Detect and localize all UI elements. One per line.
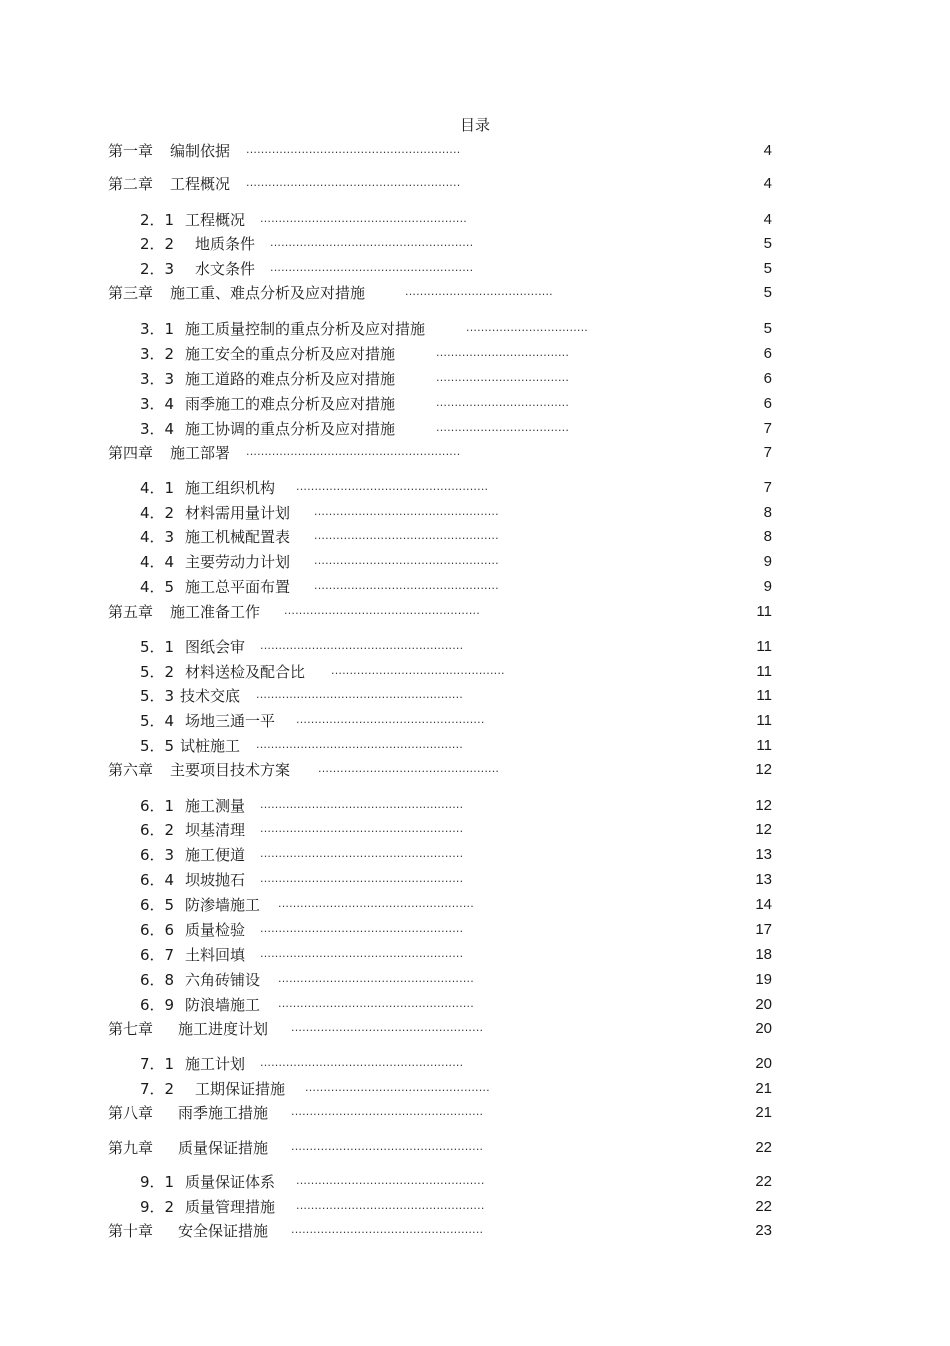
toc-entry-page: 6 xyxy=(763,370,772,387)
toc-entry xyxy=(0,944,950,966)
toc-entry-number: 第七章 xyxy=(108,1020,154,1038)
dot-leader: .................................................... xyxy=(296,480,489,493)
toc-entry-page: 6 xyxy=(763,395,772,412)
toc-entry-page: 7 xyxy=(763,444,772,461)
toc-entry-title: 雨季施工措施 xyxy=(178,1104,269,1122)
toc-entry-page: 17 xyxy=(755,921,772,938)
toc-entry-page: 20 xyxy=(755,996,772,1013)
dot-leader: ................................................... xyxy=(296,713,485,726)
toc-entry-page: 19 xyxy=(755,971,772,988)
toc-entry xyxy=(0,636,950,658)
toc-entry-title: 施工重、难点分析及应对措施 xyxy=(170,284,366,302)
toc-entry-title: 施工计划 xyxy=(185,1055,246,1073)
toc-entry-number: 7．1 xyxy=(140,1055,175,1073)
toc-entry-page: 22 xyxy=(755,1139,772,1156)
toc-entry-page: 5 xyxy=(763,235,772,252)
toc-entry-title: 编制依据 xyxy=(170,142,231,160)
dot-leader: .................................................... xyxy=(291,1140,484,1153)
dot-leader: .......................................................... xyxy=(246,143,461,156)
toc-entry-number: 7．2 xyxy=(140,1080,175,1098)
dot-leader: .................................................. xyxy=(314,505,499,518)
toc-entry-number: 第三章 xyxy=(108,284,154,302)
toc-entry-number: 6．6 xyxy=(140,921,175,939)
toc-entry xyxy=(0,710,950,732)
dot-leader: ....................................................... xyxy=(260,872,464,885)
toc-entry-number: 5．4 xyxy=(140,712,175,730)
dot-leader: .................................... xyxy=(436,396,570,409)
dot-leader: .................................................... xyxy=(291,1223,484,1236)
toc-entry xyxy=(0,685,950,707)
toc-entry-number: 第二章 xyxy=(108,175,154,193)
toc-entry xyxy=(0,258,950,280)
toc-entry-number: 第四章 xyxy=(108,444,154,462)
toc-entry xyxy=(0,869,950,891)
toc-entry xyxy=(0,894,950,916)
toc-entry-title: 工程概况 xyxy=(185,211,246,229)
toc-entry-number: 4．5 xyxy=(140,578,175,596)
toc-entry-number: 6．7 xyxy=(140,946,175,964)
toc-entry xyxy=(0,1053,950,1075)
toc-entry-title: 施工进度计划 xyxy=(178,1020,269,1038)
toc-entry-page: 11 xyxy=(756,712,772,729)
toc-entry-title: 防渗墙施工 xyxy=(185,896,261,914)
toc-entry-number: 4．1 xyxy=(140,479,175,497)
toc-entry-title: 施工总平面布置 xyxy=(185,578,291,596)
dot-leader: ....................................................... xyxy=(260,1056,464,1069)
toc-entry-title: 施工便道 xyxy=(185,846,246,864)
dot-leader: ............................................... xyxy=(331,664,505,677)
toc-entry-title: 施工机械配置表 xyxy=(185,528,291,546)
toc-entry-number: 5．3 xyxy=(140,687,175,705)
toc-title: 目录 xyxy=(459,116,490,134)
toc-entry-page: 4 xyxy=(763,142,772,159)
dot-leader: .................................... xyxy=(436,346,570,359)
dot-leader: ..................................................... xyxy=(278,972,474,985)
toc-entry-page: 8 xyxy=(763,528,772,545)
toc-entry xyxy=(0,1220,950,1242)
dot-leader: ..................................................... xyxy=(284,604,480,617)
toc-entry-title: 施工部署 xyxy=(170,444,231,462)
toc-entry xyxy=(0,368,950,390)
dot-leader: ....................................................... xyxy=(260,798,464,811)
toc-entry-title: 主要项目技术方案 xyxy=(170,761,291,779)
dot-leader: ........................................................ xyxy=(260,212,468,225)
dot-leader: .................................................. xyxy=(305,1081,490,1094)
dot-leader: .................................................. xyxy=(314,554,499,567)
toc-entry-number: 4．2 xyxy=(140,504,175,522)
toc-entry-title: 施工安全的重点分析及应对措施 xyxy=(185,345,396,363)
toc-entry-title: 水文条件 xyxy=(195,260,256,278)
dot-leader: ....................................................... xyxy=(260,639,464,652)
toc-entry-page: 12 xyxy=(755,761,772,778)
toc-entry-title: 六角砖铺设 xyxy=(185,971,261,989)
toc-entry-number: 5．5 xyxy=(140,737,175,755)
toc-entry xyxy=(0,551,950,573)
toc-entry-title: 工程概况 xyxy=(170,175,231,193)
dot-leader: ........................................................ xyxy=(256,738,464,751)
toc-entry xyxy=(0,1196,950,1218)
toc-entry-title: 材料送检及配合比 xyxy=(185,663,306,681)
dot-leader: ................................................. xyxy=(318,762,500,775)
toc-entry-page: 18 xyxy=(755,946,772,963)
toc-entry xyxy=(0,1137,950,1159)
toc-entry-title: 坝坡抛石 xyxy=(185,871,246,889)
toc-entry-page: 11 xyxy=(756,737,772,754)
toc-entry xyxy=(0,795,950,817)
dot-leader: ........................................................ xyxy=(256,688,464,701)
toc-entry-title: 施工质量控制的重点分析及应对措施 xyxy=(185,320,426,338)
dot-leader: ....................................................... xyxy=(270,236,474,249)
toc-entry-title: 技术交底 xyxy=(180,687,241,705)
toc-entry-title: 主要劳动力计划 xyxy=(185,553,291,571)
toc-entry-number: 3．2 xyxy=(140,345,175,363)
toc-entry-title: 施工协调的重点分析及应对措施 xyxy=(185,420,396,438)
toc-entry xyxy=(0,994,950,1016)
toc-entry-number: 第十章 xyxy=(108,1222,154,1240)
toc-entry-number: 6．8 xyxy=(140,971,175,989)
toc-entry xyxy=(0,759,950,781)
toc-entry-number: 9．1 xyxy=(140,1173,175,1191)
toc-entry-title: 地质条件 xyxy=(195,235,256,253)
toc-entry-page: 5 xyxy=(763,260,772,277)
toc-entry-number: 6．1 xyxy=(140,797,175,815)
toc-entry-page: 23 xyxy=(755,1222,772,1239)
toc-entry-title: 施工道路的难点分析及应对措施 xyxy=(185,370,396,388)
toc-entry-page: 9 xyxy=(763,578,772,595)
toc-entry xyxy=(0,393,950,415)
toc-entry xyxy=(0,418,950,440)
toc-entry-page: 21 xyxy=(755,1080,772,1097)
toc-entry-title: 质量保证措施 xyxy=(178,1139,269,1157)
toc-entry-number: 第九章 xyxy=(108,1139,154,1157)
toc-entry-page: 9 xyxy=(763,553,772,570)
toc-entry-number: 9．2 xyxy=(140,1198,175,1216)
toc-entry-title: 图纸会审 xyxy=(185,638,246,656)
toc-entry-title: 安全保证措施 xyxy=(178,1222,269,1240)
toc-entry-page: 4 xyxy=(763,175,772,192)
toc-entry xyxy=(0,477,950,499)
toc-entry xyxy=(0,526,950,548)
toc-entry xyxy=(0,1078,950,1100)
toc-entry xyxy=(0,1102,950,1124)
toc-entry-number: 2．2 xyxy=(140,235,175,253)
toc-entry-page: 13 xyxy=(755,871,772,888)
toc-entry-number: 2．1 xyxy=(140,211,175,229)
toc-entry-title: 土料回填 xyxy=(185,946,246,964)
dot-leader: .......................................................... xyxy=(246,176,461,189)
toc-entry xyxy=(0,661,950,683)
toc-entry-number: 第一章 xyxy=(108,142,154,160)
toc-entry xyxy=(0,343,950,365)
toc-entry xyxy=(0,969,950,991)
toc-entry-number: 6．9 xyxy=(140,996,175,1014)
toc-entry-number: 第六章 xyxy=(108,761,154,779)
dot-leader: ....................................................... xyxy=(260,947,464,960)
toc-entry xyxy=(0,919,950,941)
toc-entry-number: 第五章 xyxy=(108,603,154,621)
toc-entry-page: 14 xyxy=(755,896,772,913)
toc-entry-number: 6．2 xyxy=(140,821,175,839)
toc-entry-page: 11 xyxy=(756,663,772,680)
toc-entry xyxy=(0,442,950,464)
toc-entry-page: 4 xyxy=(763,211,772,228)
dot-leader: .................................... xyxy=(436,371,570,384)
toc-entry xyxy=(0,173,950,195)
toc-entry xyxy=(0,282,950,304)
dot-leader: .................................................. xyxy=(314,579,499,592)
toc-entry-page: 12 xyxy=(755,821,772,838)
dot-leader: ....................................................... xyxy=(270,261,474,274)
dot-leader: .................................................... xyxy=(291,1105,484,1118)
toc-entry-page: 11 xyxy=(756,638,772,655)
toc-entry-page: 6 xyxy=(763,345,772,362)
toc-entry-number: 3．3 xyxy=(140,370,175,388)
toc-entry xyxy=(0,140,950,162)
toc-entry-page: 11 xyxy=(756,603,772,620)
dot-leader: ....................................................... xyxy=(260,847,464,860)
toc-entry-number: 6．3 xyxy=(140,846,175,864)
dot-leader: ....................................................... xyxy=(260,822,464,835)
toc-entry-title: 工期保证措施 xyxy=(195,1080,286,1098)
toc-entry-page: 7 xyxy=(763,420,772,437)
toc-entry-title: 场地三通一平 xyxy=(185,712,276,730)
toc-entry-page: 13 xyxy=(755,846,772,863)
toc-entry-number: 6．5 xyxy=(140,896,175,914)
toc-entry xyxy=(0,1018,950,1040)
toc-entry-title: 质量检验 xyxy=(185,921,246,939)
toc-entry-page: 21 xyxy=(755,1104,772,1121)
toc-entry xyxy=(0,233,950,255)
toc-entry-number: 4．3 xyxy=(140,528,175,546)
dot-leader: ..................................................... xyxy=(278,897,474,910)
toc-entry xyxy=(0,1171,950,1193)
toc-entry-title: 试桩施工 xyxy=(180,737,241,755)
dot-leader: .................................... xyxy=(436,421,570,434)
toc-entry-title: 质量保证体系 xyxy=(185,1173,276,1191)
toc-entry xyxy=(0,844,950,866)
toc-entry-number: 5．1 xyxy=(140,638,175,656)
toc-entry xyxy=(0,601,950,623)
toc-entry-page: 5 xyxy=(763,320,772,337)
toc-entry-title: 雨季施工的难点分析及应对措施 xyxy=(185,395,396,413)
toc-entry-number: 5．2 xyxy=(140,663,175,681)
toc-entry-page: 11 xyxy=(756,687,772,704)
toc-entry-number: 3．4 xyxy=(140,420,175,438)
toc-entry-page: 20 xyxy=(755,1055,772,1072)
toc-entry-number: 2．3 xyxy=(140,260,175,278)
toc-entry-number: 6．4 xyxy=(140,871,175,889)
toc-entry-number: 第八章 xyxy=(108,1104,154,1122)
toc-entry-number: 4．4 xyxy=(140,553,175,571)
toc-entry-page: 12 xyxy=(755,797,772,814)
toc-entry-number: 3．1 xyxy=(140,320,175,338)
toc-entry-page: 5 xyxy=(763,284,772,301)
dot-leader: ................................. xyxy=(466,321,588,334)
toc-entry-page: 22 xyxy=(755,1173,772,1190)
toc-entry xyxy=(0,576,950,598)
toc-entry-page: 20 xyxy=(755,1020,772,1037)
toc-entry xyxy=(0,819,950,841)
toc-entry-title: 质量管理措施 xyxy=(185,1198,276,1216)
dot-leader: .................................................... xyxy=(291,1021,484,1034)
toc-entry-title: 防浪墙施工 xyxy=(185,996,261,1014)
toc-entry-title: 施工准备工作 xyxy=(170,603,261,621)
dot-leader: ....................................................... xyxy=(260,922,464,935)
dot-leader: ................................................... xyxy=(296,1174,485,1187)
dot-leader: ..................................................... xyxy=(278,997,474,1010)
toc-entry-title: 坝基清理 xyxy=(185,821,246,839)
toc-entry-number: 3．4 xyxy=(140,395,175,413)
dot-leader: ........................................ xyxy=(405,285,553,298)
dot-leader: ................................................... xyxy=(296,1199,485,1212)
toc-entry xyxy=(0,209,950,231)
toc-entry-page: 22 xyxy=(755,1198,772,1215)
toc-entry-title: 材料需用量计划 xyxy=(185,504,291,522)
toc-entry-title: 施工测量 xyxy=(185,797,246,815)
toc-entry-title: 施工组织机构 xyxy=(185,479,276,497)
dot-leader: .......................................................... xyxy=(246,445,461,458)
toc-entry xyxy=(0,502,950,524)
toc-entry xyxy=(0,735,950,757)
toc-entry-page: 8 xyxy=(763,504,772,521)
toc-entry-page: 7 xyxy=(763,479,772,496)
toc-entry xyxy=(0,318,950,340)
dot-leader: .................................................. xyxy=(314,529,499,542)
